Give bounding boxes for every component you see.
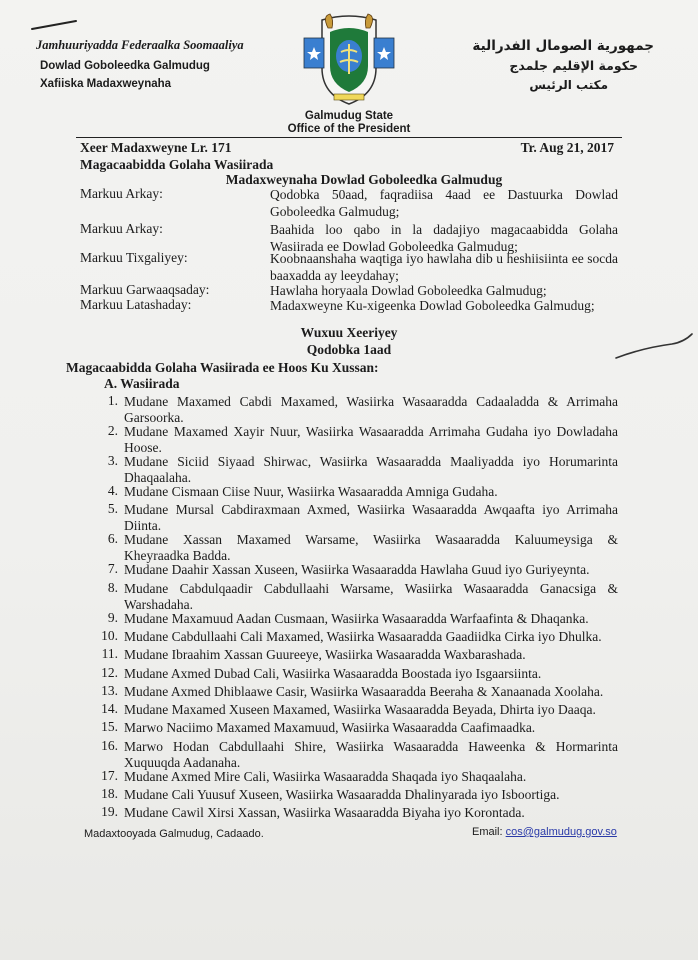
minister-item-text: Mudane Cali Yuusuf Xuseen, Wasiirka Wasaaradda Dhalinyarada iyo Isboortiga. [124, 787, 560, 802]
article-number: Qodobka 1aad [306, 342, 392, 357]
minister-item-number: 2. [107, 423, 118, 438]
subsection-title: A. Wasiirada [104, 376, 180, 391]
minister-item-number: 14. [101, 701, 118, 717]
minister-item-number: 3. [107, 453, 118, 468]
minister-item-text: Mudane Daahir Xassan Xuseen, Wasiirka Wasaaradda Hawlaha Guud iyo Guriyeynta. [124, 562, 590, 578]
minister-item-text-continued: Warshadaha. [124, 596, 194, 612]
header-divider [76, 137, 622, 138]
decree-subject: Magacaabidda Golaha Wasiirada [80, 157, 274, 172]
pen-stroke-mark [30, 18, 80, 32]
header-right-line2: حكومة الإقليم جلمدج [509, 58, 638, 73]
decree-number: Xeer Madaxweyne Lr. 171 [80, 140, 232, 155]
emblem-caption-office: Office of the President [287, 123, 411, 135]
minister-item-text: Mudane Cismaan Ciise Nuur, Wasiirka Wasaaradda Amniga Gudaha. [124, 484, 498, 499]
galmudug-emblem-logo [300, 8, 398, 108]
minister-item-number: 11. [101, 646, 118, 662]
minister-item-number: 15. [101, 719, 118, 735]
minister-item-number: 10. [101, 627, 118, 643]
clause-label: Markuu Arkay: [80, 186, 163, 201]
minister-item-text: Marwo Hodan Cabdullaahi Shire, Wasiirka Wasaaradda Haweenka & Hormarinta [124, 738, 618, 754]
section-title: Magacaabidda Golaha Wasiirada ee Hoos Ku Xussan: [66, 360, 379, 375]
header-left-line1: Jamhuuriyadda Federaalka Soomaaliya [36, 38, 244, 52]
minister-item-number: 5. [107, 501, 118, 517]
minister-item-number: 8. [107, 579, 118, 595]
decree-date: Tr. Aug 21, 2017 [520, 140, 614, 155]
minister-item-text: Mudane Siciid Siyaad Shirwac, Wasiirka Wasaaradda Maaliyadda iyo Horumarinta [124, 454, 618, 469]
minister-item-text-continued: Dhaqaalaha. [124, 470, 192, 485]
minister-item-text-continued: Garsoorka. [124, 410, 184, 425]
minister-item-text-continued: Xuquuqda Aadanaha. [124, 754, 241, 770]
minister-item-number: 6. [107, 531, 118, 547]
minister-item-text: Mudane Ibraahim Xassan Guureeye, Wasiirka Wasaaradda Waxbarashada. [124, 647, 526, 663]
clause-label: Markuu Garwaaqsaday: [80, 282, 210, 297]
decree-issuer: Madaxweynaha Dowlad Goboleedka Galmudug [225, 172, 503, 187]
minister-item-text: Mudane Maxamed Xuseen Maxamed, Wasiirka Wasaaradda Beyada, Dhirta iyo Daaqa. [124, 702, 596, 718]
footer-address: Madaxtooyada Galmudug, Cadaado. [84, 828, 264, 840]
minister-item-number: 4. [107, 483, 118, 498]
minister-item-number: 12. [101, 664, 118, 680]
minister-item-text-continued: Hoose. [124, 440, 162, 455]
clause-text: Madaxweyne Ku-xigeenka Dowlad Goboleedka Galmudug; [270, 298, 595, 313]
minister-item-text: Mudane Maxamed Xayir Nuur, Wasiirka Wasaaradda Arrimaha Gudaha iyo Dowladaha [124, 424, 618, 439]
minister-item-number: 18. [101, 786, 118, 801]
minister-item-text-continued: Kheyraadka Badda. [124, 548, 231, 564]
minister-item-text: Mudane Cawil Xirsi Xassan, Wasiirka Wasaaradda Biyaha iyo Korontada. [124, 805, 525, 821]
header-left-line2: Dowlad Goboleedka Galmudug [40, 60, 210, 72]
minister-item-text: Mudane Maxamed Cabdi Maxamed, Wasiirka Wasaaradda Cadaaladda & Arrimaha [124, 394, 618, 409]
footer-email-label: Email: [472, 826, 503, 838]
clause-text: Koobnaanshaha waqtiga iyo hawlaha dib u heshiisiinta ee socda baaxadda ay leeydahay; [270, 251, 618, 283]
clause-label: Markuu Tixgaliyey: [80, 250, 188, 265]
pen-stroke-mark [612, 330, 696, 366]
minister-item-text: Mudane Cabdullaahi Cali Maxamed, Wasiirka Wasaaradda Gaadiidka Cirka iyo Dhulka. [124, 628, 602, 644]
minister-item-text: Marwo Naciimo Maxamed Maxamuud, Wasiirka Wasaaradda Caafimaadka. [124, 720, 536, 736]
decree-action: Wuxuu Xeeriyey [300, 325, 398, 340]
clause-text: Baahida loo qabo in la dadajiyo magacaabidda Golaha Wasiirada ee Dowlad Goboleedka Galmudug; [270, 222, 618, 254]
minister-item-number: 19. [101, 804, 118, 820]
minister-item-text-continued: Diinta. [124, 518, 162, 534]
clause-text: Qodobka 50aad, faqradiisa 4aad ee Dastuurka Dowlad Goboleedka Galmudug; [270, 187, 618, 219]
minister-item-number: 1. [107, 393, 118, 408]
minister-item-text: Mudane Axmed Mire Cali, Wasiirka Wasaaradda Shaqada iyo Shaqaalaha. [124, 768, 527, 784]
minister-item-number: 13. [101, 682, 118, 698]
minister-item-text: Mudane Maxamuud Aadan Cusmaan, Wasiirka Wasaaradda Warfaafinta & Dhaqanka. [124, 610, 589, 626]
header-left-line3: Xafiiska Madaxweynaha [40, 78, 172, 90]
clause-label: Markuu Latashaday: [80, 297, 192, 312]
minister-item-number: 16. [101, 737, 118, 753]
minister-item-text: Mudane Axmed Dubad Cali, Wasiirka Wasaaradda Boostada iyo Isgaarsiinta. [124, 665, 542, 681]
emblem-caption-state: Galmudug State [304, 110, 394, 122]
header-right-line1: جمهورية الصومال الفدرالية [472, 38, 654, 54]
minister-item-text: Mudane Axmed Dhiblaawe Casir, Wasiirka Wasaaradda Beeraha & Xanaanada Xoolaha. [124, 683, 604, 699]
footer-email-link[interactable]: cos@galmudug.gov.so [505, 826, 617, 838]
minister-item-text: Mudane Xassan Maxamed Warsame, Wasiirka Wasaaradda Kaluumeysiga & [124, 532, 618, 548]
clause-label: Markuu Arkay: [80, 221, 163, 236]
minister-item-number: 7. [107, 561, 118, 577]
minister-item-text: Mudane Mursal Cabdiraxmaan Axmed, Wasiirka Wasaaradda Awqaafta iyo Arrimaha [124, 502, 618, 518]
header-right-line3: مكتب الرئيس [529, 78, 608, 92]
clause-text: Hawlaha horyaala Dowlad Goboleedka Galmudug; [270, 283, 547, 298]
footer-email-block [472, 826, 617, 838]
minister-item-number: 17. [101, 767, 118, 783]
minister-item-number: 9. [107, 609, 118, 625]
minister-item-text: Mudane Cabdulqaadir Cabdullaahi Warsame, Wasiirka Wasaaradda Ganacsiga & [124, 580, 618, 596]
